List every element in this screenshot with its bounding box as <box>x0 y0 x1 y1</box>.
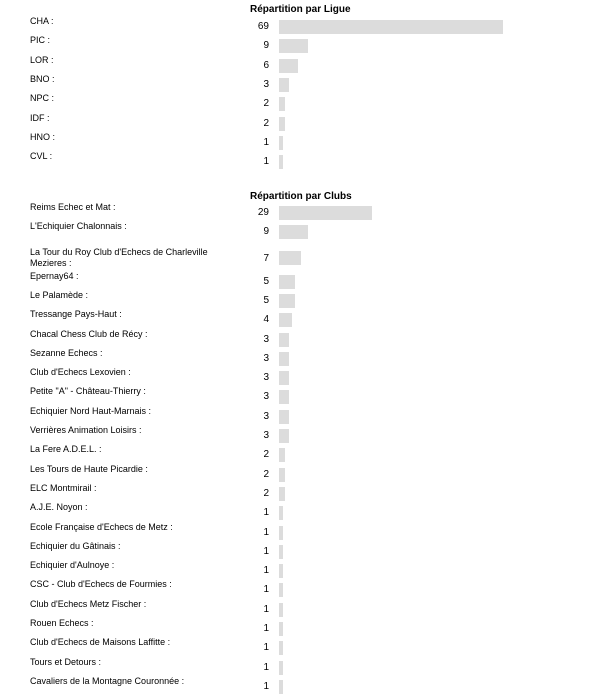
club-label: La Tour du Roy Club d'Echecs de Charleville Mezieres : <box>30 247 208 268</box>
club-bar <box>279 487 285 501</box>
ligue-row <box>0 112 604 132</box>
club-bar <box>279 680 283 694</box>
ligue-value: 9 <box>263 40 269 52</box>
club-row <box>0 562 604 579</box>
ligue-label: PIC : <box>30 35 51 46</box>
club-value: 1 <box>263 623 269 634</box>
club-row <box>0 620 604 637</box>
club-value: 5 <box>263 276 269 287</box>
club-label: Cavaliers de la Montagne Couronnée : <box>30 676 185 686</box>
club-bar <box>279 390 289 404</box>
club-row <box>0 601 604 618</box>
club-label: Les Tours de Haute Picardie : <box>30 464 148 474</box>
club-row <box>0 581 604 598</box>
club-row <box>0 223 604 240</box>
club-value: 3 <box>263 430 269 441</box>
club-value: 5 <box>263 295 269 306</box>
club-row <box>0 524 604 541</box>
ligue-bar <box>279 20 503 34</box>
club-row <box>0 408 604 425</box>
club-label: ELC Montmirail : <box>30 483 97 493</box>
ligue-row <box>0 18 604 35</box>
club-label: La Fere A.D.E.L. : <box>30 444 102 454</box>
club-row <box>0 466 604 483</box>
club-label: Chacal Chess Club de Récy : <box>30 329 148 339</box>
club-value: 1 <box>263 546 269 557</box>
club-bar <box>279 622 283 636</box>
ligue-row <box>0 37 604 54</box>
club-row <box>0 485 604 502</box>
ligue-row <box>0 73 604 93</box>
club-label: Club d'Echecs de Maisons Laffitte : <box>30 637 171 647</box>
ligue-value: 2 <box>263 117 269 129</box>
club-label: Tours et Detours : <box>30 657 102 667</box>
club-label: Club d'Echecs Metz Fischer : <box>30 599 147 609</box>
club-value: 3 <box>263 391 269 402</box>
club-value: 1 <box>263 642 269 653</box>
ligue-value: 3 <box>263 78 269 90</box>
club-value: 2 <box>263 449 269 460</box>
club-row <box>0 331 604 348</box>
club-bar <box>279 564 283 578</box>
ligue-bar <box>279 59 298 73</box>
club-label: Ecole Française d'Echecs de Metz : <box>30 522 173 532</box>
ligue-bar <box>279 136 283 150</box>
club-value: 2 <box>263 469 269 480</box>
club-value: 1 <box>263 604 269 615</box>
club-bar <box>279 275 295 289</box>
club-label: L'Echiquier Chalonnais : <box>30 221 127 231</box>
club-bar <box>279 410 289 424</box>
club-label: Verrières Animation Loisirs : <box>30 425 142 435</box>
club-bar <box>279 603 283 617</box>
ligue-bar <box>279 78 289 92</box>
club-label: Le Palamède : <box>30 290 89 300</box>
club-value: 2 <box>263 488 269 499</box>
ligue-label: CVL : <box>30 151 53 162</box>
club-bar <box>279 294 295 308</box>
club-bar <box>279 448 285 462</box>
club-value: 1 <box>263 507 269 518</box>
club-value: 1 <box>263 681 269 692</box>
ligue-row <box>0 54 604 74</box>
club-row <box>0 350 604 367</box>
club-bar <box>279 206 372 220</box>
club-bar <box>279 429 289 443</box>
ligue-bar <box>279 97 285 111</box>
club-value: 9 <box>263 226 269 237</box>
club-row <box>0 504 604 521</box>
ligue-label: HNO : <box>30 131 56 142</box>
club-label: Club d'Echecs Lexovien : <box>30 367 131 377</box>
ligue-label: LOR : <box>30 54 54 65</box>
ligue-label: IDF : <box>30 112 50 123</box>
ligue-value: 1 <box>263 136 269 148</box>
club-value: 29 <box>257 207 269 218</box>
club-bar <box>279 526 283 540</box>
ligue-value: 6 <box>263 59 269 71</box>
club-bar <box>279 352 289 366</box>
club-bar <box>279 371 289 385</box>
club-row <box>0 446 604 463</box>
club-row <box>0 204 604 221</box>
club-row <box>0 659 604 676</box>
club-value: 3 <box>263 411 269 422</box>
club-value: 1 <box>263 584 269 595</box>
club-value: 1 <box>263 527 269 538</box>
club-bar <box>279 506 283 520</box>
club-value: 3 <box>263 353 269 364</box>
club-row <box>0 311 604 328</box>
club-label: Petite "A" - Château-Thierry : <box>30 386 146 396</box>
ligue-value: 2 <box>263 98 269 110</box>
club-label: Tressange Pays-Haut : <box>30 309 122 319</box>
clubs-section-title: Répartition par Clubs <box>250 191 352 202</box>
club-value: 3 <box>263 334 269 345</box>
ligue-row <box>0 131 604 151</box>
club-label: Echiquier du Gâtinais : <box>30 541 121 551</box>
club-value: 1 <box>263 662 269 673</box>
club-bar <box>279 641 283 655</box>
club-label: CSC - Club d'Echecs de Fourmies : <box>30 579 172 589</box>
club-bar <box>279 468 285 482</box>
club-value: 4 <box>263 314 269 325</box>
club-label: Rouen Echecs : <box>30 618 94 628</box>
ligue-bar <box>279 117 285 131</box>
ligue-label: NPC : <box>30 93 55 104</box>
club-row <box>0 273 604 290</box>
club-row <box>0 427 604 444</box>
club-label: Sezanne Echecs : <box>30 348 103 358</box>
ligue-bar <box>279 39 308 53</box>
club-label: Echiquier d'Aulnoye : <box>30 560 115 570</box>
club-bar <box>279 661 283 675</box>
club-value: 1 <box>263 565 269 576</box>
club-label: A.J.E. Noyon : <box>30 502 88 512</box>
club-bar <box>279 313 292 327</box>
ligue-value: 69 <box>257 21 269 32</box>
ligue-label: CHA : <box>30 16 54 26</box>
club-bar <box>279 225 308 239</box>
club-row <box>0 639 604 656</box>
club-value: 7 <box>263 253 269 264</box>
ligue-bar <box>279 155 283 169</box>
club-row <box>0 369 604 386</box>
club-label: Epernay64 : <box>30 271 79 281</box>
ligue-section-title: Répartition par Ligue <box>250 4 351 15</box>
club-bar <box>279 251 301 265</box>
ligue-row <box>0 95 604 112</box>
ligue-row <box>0 153 604 170</box>
club-row <box>0 388 604 405</box>
club-row <box>0 543 604 560</box>
club-value: 3 <box>263 372 269 383</box>
ligue-label: BNO : <box>30 73 55 84</box>
club-row <box>0 292 604 309</box>
club-label: Reims Echec et Mat : <box>30 202 116 212</box>
club-label: Echiquier Nord Haut-Marnais : <box>30 406 152 416</box>
ligue-value: 1 <box>263 156 269 168</box>
club-bar <box>279 583 283 597</box>
club-row <box>0 243 604 273</box>
club-bar <box>279 333 289 347</box>
club-bar <box>279 545 283 559</box>
